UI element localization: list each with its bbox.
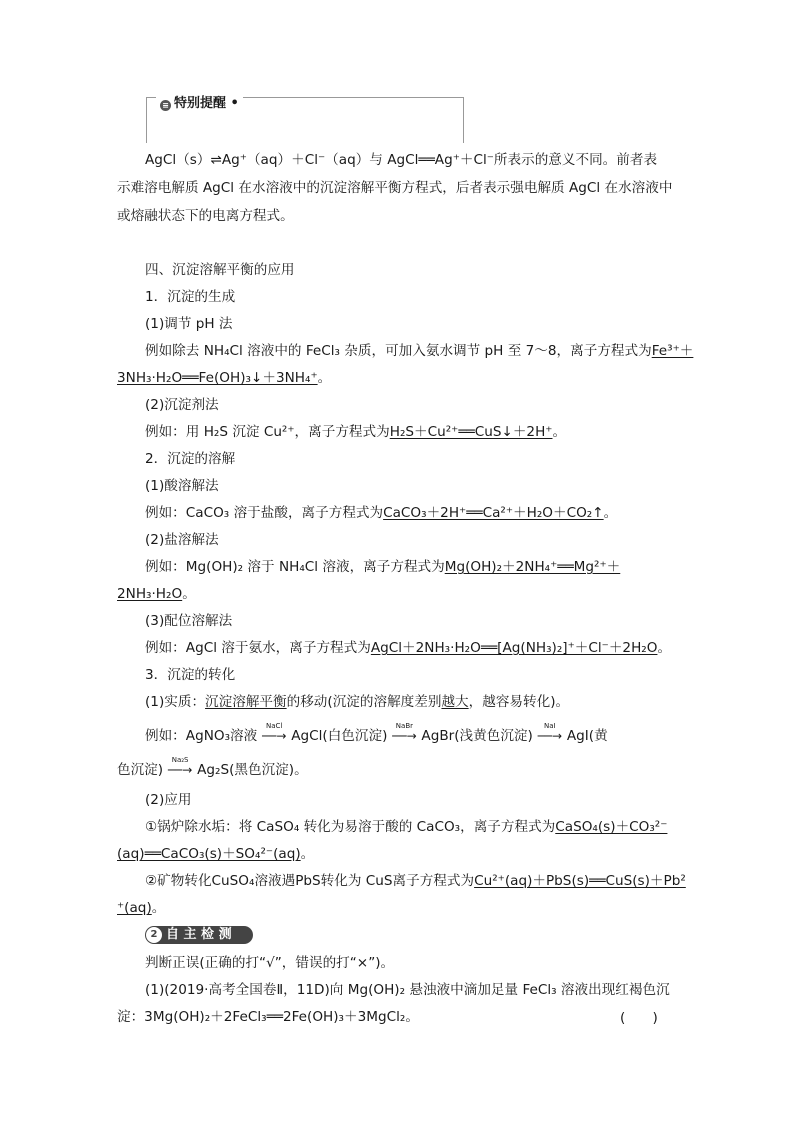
item-3b2-text-2: ⁺(aq)。 <box>117 900 166 916</box>
item-1a: (1)调节 pH 法 <box>145 316 233 332</box>
tip-line-2: 示难溶电解质 AgCl 在水溶液中的沉淀溶解平衡方程式，后者表示强电解质 AgCl 在水溶液中 <box>117 180 673 196</box>
arrow-icon: NaBr ──→ <box>392 722 417 743</box>
answer: AgCl＋2NH₃·H₂O══[Ag(NH₃)₂]⁺＋Cl⁻＋2H₂O <box>370 640 658 656</box>
arrow-icon: Na₂S ──→ <box>167 756 193 777</box>
item-2a-text: 例如：CaCO₃ 溶于盐酸，离子方程式为CaCO₃＋2H⁺══Ca²⁺＋H₂O＋CO₂↑。 <box>145 505 618 521</box>
answer: ⁺(aq) <box>117 900 152 916</box>
self-check-heading: 2 自 主 检 测 <box>145 926 253 944</box>
tip-line-1: AgCl（s）⇌Ag⁺（aq）＋Cl⁻（aq）与 AgCl══Ag⁺＋Cl⁻所表示的意义不同。前者表 <box>145 152 658 168</box>
arrow-icon: NaCl ──→ <box>261 722 287 743</box>
answer: 沉淀溶解平衡 <box>205 694 287 710</box>
arrow-icon: NaI ──→ <box>537 722 563 743</box>
item-1b-text: 例如：用 H₂S 沉淀 Cu²⁺，离子方程式为H₂S＋Cu²⁺══CuS↓＋2H⁺。 <box>145 424 567 440</box>
item-2a: (1)酸溶解法 <box>145 478 219 494</box>
answer: 越大 <box>441 694 469 710</box>
answer: CaSO₄(s)＋CO₃²⁻ <box>555 819 668 835</box>
answer-blank[interactable]: ( ) <box>620 1010 658 1026</box>
tip-icon: ≡ <box>160 100 171 111</box>
item-1a-text: 例如除去 NH₄Cl 溶液中的 FeCl₃ 杂质，可加入氨水调节 pH 至 7～8，离子方程式为Fe³⁺＋ <box>145 343 694 359</box>
item-3b1-text: ①锅炉除水垢：将 CaSO₄ 转化为易溶于酸的 CaCO₃，离子方程式为CaSO₄(s)＋CO₃²⁻ <box>145 819 668 835</box>
item-2b-text: 例如：Mg(OH)₂ 溶于 NH₄Cl 溶液，离子方程式为Mg(OH)₂＋2NH₄⁺══Mg²⁺＋ <box>145 559 621 575</box>
section-title: 四、沉淀溶解平衡的应用 <box>145 262 295 278</box>
tip-label: ≡ 特别提醒 • <box>156 92 243 111</box>
item-3b2-text: ②矿物转化CuSO₄溶液遇PbS转化为 CuS离子方程式为Cu²⁺(aq)＋PbS(s)══CuS(s)＋Pb² <box>145 873 686 889</box>
question-1-line-2: 淀：3Mg(OH)₂＋2FeCl₃══2Fe(OH)₃＋3MgCl₂。 <box>117 1009 419 1025</box>
item-3b1-text-2: (aq)══CaCO₃(s)＋SO₄²⁻(aq)。 <box>117 846 315 862</box>
item-2b-text-2: 2NH₃·H₂O。 <box>117 586 196 602</box>
tip-line-3: 或熔融状态下的电离方程式。 <box>117 208 294 224</box>
answer: Fe³⁺＋ <box>651 343 694 359</box>
answer: Mg(OH)₂＋2NH₄⁺══Mg²⁺＋ <box>444 559 621 575</box>
subsection-3: 3．沉淀的转化 <box>145 667 236 683</box>
item-2c: (3)配位溶解法 <box>145 613 233 629</box>
subsection-2: 2．沉淀的溶解 <box>145 451 236 467</box>
check-instruction: 判断正误(正确的打“√”，错误的打“×”)。 <box>145 955 395 971</box>
conversion-line-1: 例如：AgNO₃溶液 NaCl ──→ AgCl(白色沉淀) NaBr ──→ AgBr(浅黄色沉淀) NaI ──→ AgI(黄 <box>145 722 608 744</box>
item-2b: (2)盐溶解法 <box>145 532 219 548</box>
answer: 3NH₃·H₂O══Fe(OH)₃↓＋3NH₄⁺ <box>117 370 318 386</box>
question-1-line-1: (1)(2019·高考全国卷Ⅱ，11D)向 Mg(OH)₂ 悬浊液中滴加足量 FeCl₃ 溶液出现红褐色沉 <box>145 982 670 998</box>
item-3b: (2)应用 <box>145 792 192 808</box>
answer: H₂S＋Cu²⁺══CuS↓＋2H⁺ <box>389 424 553 440</box>
answer: 2NH₃·H₂O <box>117 586 183 602</box>
answer: (aq)══CaCO₃(s)＋SO₄²⁻(aq) <box>117 846 301 862</box>
subsection-1: 1．沉淀的生成 <box>145 289 236 305</box>
conversion-line-2: 色沉淀) Na₂S ──→ Ag₂S(黑色沉淀)。 <box>117 756 308 778</box>
answer: Cu²⁺(aq)＋PbS(s)══CuS(s)＋Pb² <box>474 873 686 889</box>
item-1a-text-2: 3NH₃·H₂O══Fe(OH)₃↓＋3NH₄⁺。 <box>117 370 332 386</box>
item-2c-text: 例如：AgCl 溶于氨水，离子方程式为AgCl＋2NH₃·H₂O══[Ag(NH₃)₂]⁺＋Cl⁻＋2H₂O。 <box>145 640 672 656</box>
item-3a: (1)实质：沉淀溶解平衡的移动(沉淀的溶解度差别越大，越容易转化)。 <box>145 694 570 710</box>
item-1b: (2)沉淀剂法 <box>145 397 219 413</box>
answer: CaCO₃＋2H⁺══Ca²⁺＋H₂O＋CO₂↑ <box>383 505 604 521</box>
